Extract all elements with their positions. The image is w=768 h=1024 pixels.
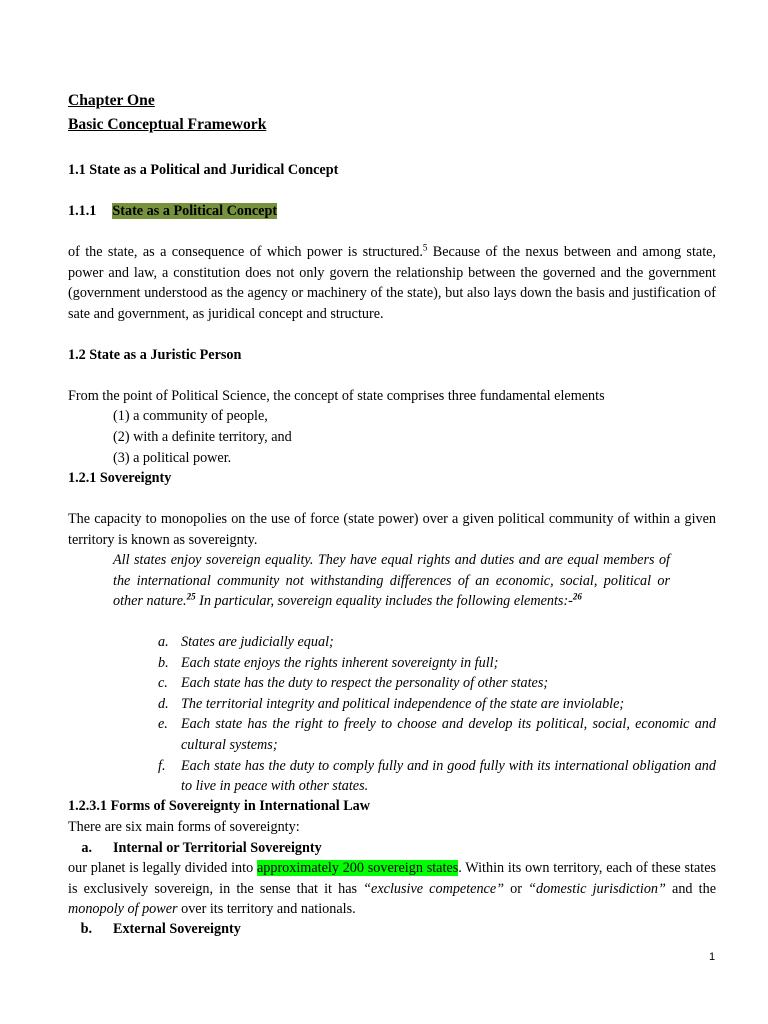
list-marker: d. (158, 695, 169, 712)
emphasis-text: monopoly of power (68, 901, 178, 918)
quote-text: All states enjoy sovereign equality. They have equal rights and duties and are equal members of the international community not withstanding differences of an economic, social, political or other nature. (113, 552, 670, 610)
list-marker: f. (158, 757, 166, 774)
quote-text: In particular, sovereign equality includes the following elements:- (195, 593, 573, 610)
element-item-1: (1) a community of people, (113, 408, 268, 424)
list-item-text: Each state has the right to freely to choose and develop its political, social, economic and cultural systems; (181, 716, 716, 753)
footnote-ref-5: 5 (422, 242, 428, 253)
paragraph-elements-intro: From the point of Political Science, the concept of state comprises three fundamental elements (68, 388, 605, 404)
footnote-ref-25: 25 (186, 591, 196, 602)
element-item-2: (2) with a definite territory, and (113, 429, 292, 445)
chapter-title: Chapter One (68, 92, 155, 109)
paragraph-sovereignty: The capacity to monopolies on the use of force (state power) over a given political community of within a given territory is known as sovereignty. (68, 511, 716, 548)
footnote-ref-26: 26 (572, 591, 582, 602)
list-marker: c. (158, 675, 168, 692)
list-item (113, 673, 716, 694)
form-marker: a. (81, 840, 92, 856)
section-heading-1-1: 1.1 State as a Political and Juridical Concept (68, 162, 339, 178)
element-item-3: (3) a political power. (113, 450, 232, 466)
list-item (113, 714, 716, 755)
section-heading-1-1-1 (68, 201, 716, 222)
list-item (113, 653, 716, 674)
sovereign-equality-list (113, 632, 716, 797)
list-item-text: The territorial integrity and political independence of the state are inviolable; (181, 695, 625, 712)
list-item-text: States are judicially equal; (181, 634, 334, 650)
section-title-highlight: State as a Political Concept (112, 203, 278, 219)
section-heading-1-2-3-1: 1.2.3.1 Forms of Sovereignty in International Law (68, 798, 371, 814)
page-number: 1 (709, 951, 716, 963)
list-marker: e. (158, 716, 168, 733)
form-title: External Sovereignty (113, 921, 241, 937)
paragraph-text: or (504, 880, 529, 897)
list-marker: b. (158, 654, 169, 671)
list-item-text: Each state enjoys the rights inherent sovereignty in full; (181, 654, 499, 671)
emphasis-text: “domestic jurisdiction” (528, 880, 666, 897)
form-title: Internal or Territorial Sovereignty (113, 840, 322, 856)
form-heading-external (68, 919, 716, 940)
paragraph-forms-intro: There are six main forms of sovereignty: (68, 819, 300, 835)
form-heading-internal (68, 838, 716, 859)
section-heading-1-2-1: 1.2.1 Sovereignty (68, 470, 172, 486)
list-item (113, 694, 716, 715)
paragraph-text: our planet is legally divided into (68, 860, 257, 876)
paragraph-state-power (68, 242, 716, 324)
paragraph-text: . Within its own territory, each of these states is exclusively sovereign, in the sense that it has (68, 860, 717, 897)
paragraph-text: over its territory and nationals. (177, 901, 356, 918)
chapter-subtitle: Basic Conceptual Framework (68, 116, 267, 133)
paragraph-text: and the (665, 880, 716, 897)
paragraph-internal-sovereignty (68, 858, 716, 920)
paragraph-text: Because of the nexus between and among state, power and law, a constitution does not only govern the relationship between the governed and the government (government understood as the agency or machinery of the state), but also lays down the basis and justification of sate and government, as juridical concept and structure. (68, 244, 716, 322)
section-number: 1.1.1 (68, 203, 97, 219)
list-item (113, 632, 716, 653)
form-marker: b. (80, 921, 92, 937)
paragraph-text: of the state, as a consequence of which power is structured. (68, 244, 423, 260)
list-marker: a. (158, 634, 169, 650)
section-heading-1-2: 1.2 State as a Juristic Person (68, 347, 242, 363)
list-item-text: Each state has the duty to comply fully and in good fully with its international obligation and to live in peace with other states. (181, 757, 716, 795)
highlighted-text: approximately 200 sovereign states (256, 860, 459, 876)
emphasis-text: “exclusive competence” (363, 880, 505, 897)
list-item (113, 756, 716, 797)
list-item-text: Each state has the duty to respect the personality of other states; (181, 675, 549, 692)
block-quote (113, 550, 670, 612)
